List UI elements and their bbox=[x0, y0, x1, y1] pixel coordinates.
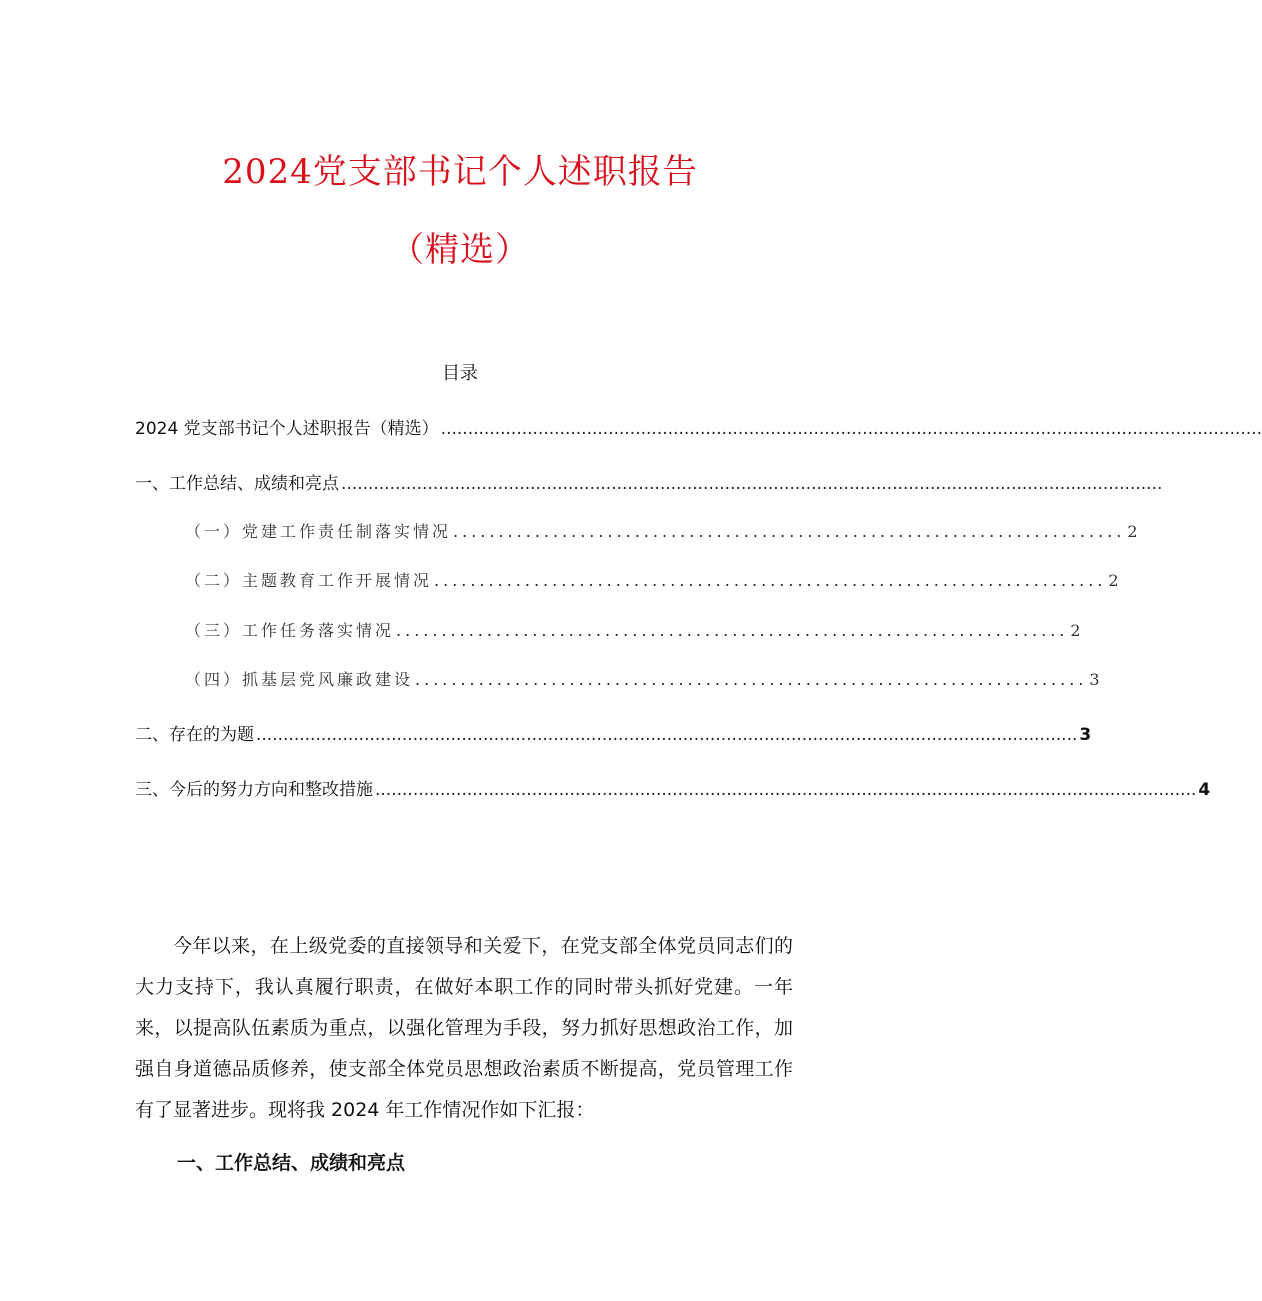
toc-leader-dots: .......................................................................... bbox=[453, 522, 1126, 541]
intro-paragraph: 今年以来，在上级党委的直接领导和关爱下，在党支部全体党员同志们的大力支持下，我认真履行职责，在做好本职工作的同时带头抓好党建。一年来，以提高队伍素质为重点，以强化管理为手段，努力抓好思想政治工作，加强自身道德品质修养，使支部全体党员思想政治素质不断提高，党员管理工作有了显著进步。现将我 2024 年工作情况作如下汇报： bbox=[135, 935, 793, 1121]
toc-leader-dots: .......................................................................... bbox=[396, 621, 1069, 640]
toc-entry-page: 3 bbox=[1079, 725, 1092, 745]
toc-entry-label: （一）党建工作责任制落实情况 bbox=[185, 522, 452, 541]
toc-entry-page: 4 bbox=[1198, 780, 1211, 800]
toc-entry-label: （三）工作任务落实情况 bbox=[185, 621, 395, 640]
toc-entry-subsection-3[interactable] bbox=[185, 618, 1084, 641]
toc-entry-subsection-1[interactable] bbox=[185, 519, 1141, 542]
toc-entry-label: 一、工作总结、成绩和亮点 bbox=[135, 474, 339, 494]
document-title: 2024党支部书记个人述职报告 bbox=[222, 152, 698, 192]
toc-entry-title[interactable] bbox=[135, 414, 1262, 439]
toc-entry-page: 2 bbox=[1127, 522, 1141, 541]
section-heading: 一、工作总结、成绩和亮点 bbox=[177, 1152, 406, 1174]
toc-leader-dots: ........................................................................................................................................................ bbox=[375, 780, 1197, 800]
toc-heading: 目录 bbox=[442, 363, 478, 384]
toc-entry-section-1[interactable] bbox=[135, 469, 1163, 494]
toc-entry-page: 2 bbox=[1108, 571, 1122, 590]
toc-entry-label: 2024 党支部书记个人述职报告（精选） bbox=[135, 419, 439, 439]
toc-leader-dots: .......................................................................... bbox=[415, 670, 1088, 689]
toc-leader-dots: ........................................................................................................................................................ bbox=[440, 419, 1262, 439]
toc-entry-subsection-2[interactable] bbox=[185, 568, 1122, 591]
toc-entry-page: 3 bbox=[1089, 670, 1103, 689]
toc-entry-label: （四）抓基层党风廉政建设 bbox=[185, 670, 414, 689]
toc-leader-dots: ........................................................................................................................................................ bbox=[256, 725, 1078, 745]
toc-entry-subsection-4[interactable] bbox=[185, 667, 1103, 690]
toc-entry-section-2[interactable] bbox=[135, 720, 1092, 745]
toc-leader-dots: ........................................................................................................................................................ bbox=[341, 474, 1163, 494]
toc-entry-page: 2 bbox=[1070, 621, 1084, 640]
toc-leader-dots: .......................................................................... bbox=[434, 571, 1107, 590]
toc-entry-section-3[interactable] bbox=[135, 775, 1211, 800]
toc-entry-label: 三、今后的努力方向和整改措施 bbox=[135, 780, 373, 800]
toc-entry-label: （二）主题教育工作开展情况 bbox=[185, 571, 433, 590]
toc-entry-label: 二、存在的为题 bbox=[135, 725, 254, 745]
document-subtitle: （精选） bbox=[390, 230, 530, 270]
